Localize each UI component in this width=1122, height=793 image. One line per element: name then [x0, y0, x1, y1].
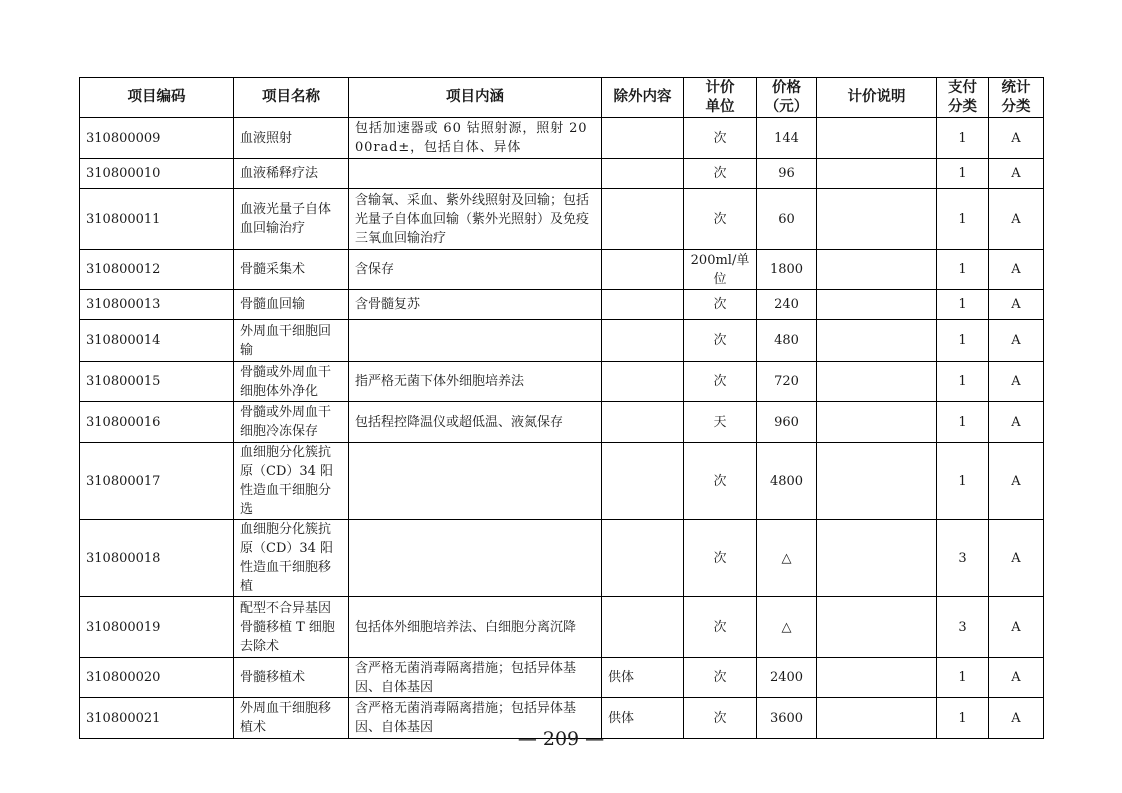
cell-code: 310800011: [80, 189, 234, 250]
cell-pay: 1: [937, 362, 989, 402]
cell-content: 含严格无菌消毒隔离措施；包括异体基因、自体基因: [349, 658, 602, 698]
table-row: [80, 520, 1044, 597]
cell-pay: 1: [937, 159, 989, 189]
cell-unit: 次: [684, 362, 757, 402]
cell-excluded: [602, 250, 684, 290]
header-price-line2: （元）: [764, 98, 809, 115]
cell-price: 960: [757, 402, 817, 443]
cell-code: 310800010: [80, 159, 234, 189]
cell-excluded: [602, 118, 684, 159]
cell-excluded: [602, 320, 684, 362]
cell-price: △: [757, 597, 817, 658]
cell-price: 240: [757, 290, 817, 320]
cell-price: 60: [757, 189, 817, 250]
table-row: [80, 250, 1044, 290]
header-price: [757, 78, 817, 118]
cell-unit: 次: [684, 290, 757, 320]
cell-note: [817, 402, 937, 443]
header-excluded: 除外内容: [602, 78, 684, 118]
table-body: [80, 118, 1044, 739]
cell-note: [817, 362, 937, 402]
cell-pay: 1: [937, 290, 989, 320]
table-row: [80, 320, 1044, 362]
cell-price: 96: [757, 159, 817, 189]
cell-pay: 1: [937, 443, 989, 520]
cell-pay: 1: [937, 189, 989, 250]
cell-name: 外周血干细胞回输: [234, 320, 349, 362]
cell-content: 含保存: [349, 250, 602, 290]
cell-content: 包括程控降温仪或超低温、液氮保存: [349, 402, 602, 443]
cell-pay: 1: [937, 658, 989, 698]
cell-excluded: 供体: [602, 658, 684, 698]
header-pay-line1: 支付: [948, 79, 977, 96]
cell-note: [817, 520, 937, 597]
header-unit: [684, 78, 757, 118]
header-unit-line1: 计价: [705, 79, 735, 96]
cell-stat: A: [989, 658, 1044, 698]
cell-unit: 次: [684, 658, 757, 698]
cell-price: 144: [757, 118, 817, 159]
cell-stat: A: [989, 189, 1044, 250]
cell-unit: 200ml/单位: [684, 250, 757, 290]
cell-note: [817, 658, 937, 698]
cell-unit: 天: [684, 402, 757, 443]
table-header: [80, 78, 1044, 118]
cell-price: 1800: [757, 250, 817, 290]
cell-stat: A: [989, 698, 1044, 739]
cell-name: 配型不合异基因骨髓移植 T 细胞去除术: [234, 597, 349, 658]
cell-note: [817, 250, 937, 290]
cell-code: 310800019: [80, 597, 234, 658]
cell-note: [817, 320, 937, 362]
cell-note: [817, 189, 937, 250]
header-pay-line2: 分类: [948, 98, 977, 115]
header-stat-line1: 统计: [1001, 79, 1031, 96]
cell-excluded: [602, 362, 684, 402]
cell-name: 外周血干细胞移植术: [234, 698, 349, 739]
cell-note: [817, 118, 937, 159]
cell-stat: A: [989, 159, 1044, 189]
cell-excluded: 供体: [602, 698, 684, 739]
cell-name: 血细胞分化簇抗原（CD）34 阳性造血干细胞移植: [234, 520, 349, 597]
cell-note: [817, 159, 937, 189]
header-row: [80, 78, 1044, 118]
table-row: [80, 443, 1044, 520]
cell-stat: A: [989, 320, 1044, 362]
cell-unit: 次: [684, 118, 757, 159]
cell-code: 310800020: [80, 658, 234, 698]
header-code: 项目编码: [80, 78, 234, 118]
cell-pay: 1: [937, 402, 989, 443]
cell-name: 血细胞分化簇抗原（CD）34 阳性造血干细胞分选: [234, 443, 349, 520]
cell-name: 骨髓或外周血干细胞冷冻保存: [234, 402, 349, 443]
cell-excluded: [602, 290, 684, 320]
cell-unit: 次: [684, 520, 757, 597]
cell-code: 310800015: [80, 362, 234, 402]
cell-stat: A: [989, 443, 1044, 520]
cell-note: [817, 290, 937, 320]
cell-code: 310800017: [80, 443, 234, 520]
table-row: [80, 290, 1044, 320]
header-name: 项目名称: [234, 78, 349, 118]
cell-content: [349, 159, 602, 189]
header-note: 计价说明: [817, 78, 937, 118]
cell-price: 4800: [757, 443, 817, 520]
table-row: [80, 658, 1044, 698]
cell-unit: 次: [684, 698, 757, 739]
cell-stat: A: [989, 520, 1044, 597]
cell-stat: A: [989, 250, 1044, 290]
cell-unit: 次: [684, 443, 757, 520]
cell-name: 骨髓移植术: [234, 658, 349, 698]
cell-excluded: [602, 159, 684, 189]
cell-price: 720: [757, 362, 817, 402]
table-row: [80, 118, 1044, 159]
table-row: [80, 597, 1044, 658]
cell-code: 310800018: [80, 520, 234, 597]
cell-price: △: [757, 520, 817, 597]
cell-excluded: [602, 597, 684, 658]
cell-pay: 3: [937, 597, 989, 658]
cell-excluded: [602, 189, 684, 250]
cell-price: 3600: [757, 698, 817, 739]
header-stat: [989, 78, 1044, 118]
cell-content: 含骨髓复苏: [349, 290, 602, 320]
cell-content: 包括加速器或 60 钴照射源，照射 2000rad±，包括自体、异体: [349, 118, 602, 159]
cell-content: 指严格无菌下体外细胞培养法: [349, 362, 602, 402]
cell-pay: 1: [937, 320, 989, 362]
cell-excluded: [602, 520, 684, 597]
cell-name: 血液稀释疗法: [234, 159, 349, 189]
cell-pay: 3: [937, 520, 989, 597]
cell-content: 含严格无菌消毒隔离措施；包括异体基因、自体基因: [349, 698, 602, 739]
page-number: — 209 —: [517, 728, 605, 750]
price-table: [79, 77, 1044, 739]
cell-pay: 1: [937, 250, 989, 290]
cell-note: [817, 443, 937, 520]
cell-name: 血液照射: [234, 118, 349, 159]
cell-note: [817, 597, 937, 658]
cell-content: 包括体外细胞培养法、白细胞分离沉降: [349, 597, 602, 658]
cell-stat: A: [989, 118, 1044, 159]
cell-unit: 次: [684, 189, 757, 250]
header-unit-line2: 单位: [705, 98, 735, 115]
cell-content: [349, 443, 602, 520]
cell-stat: A: [989, 362, 1044, 402]
table-row: [80, 362, 1044, 402]
header-price-line1: 价格: [772, 79, 801, 96]
cell-excluded: [602, 402, 684, 443]
cell-stat: A: [989, 597, 1044, 658]
cell-unit: 次: [684, 320, 757, 362]
cell-content: [349, 320, 602, 362]
cell-stat: A: [989, 402, 1044, 443]
cell-code: 310800021: [80, 698, 234, 739]
cell-excluded: [602, 443, 684, 520]
cell-content: 含输氧、采血、紫外线照射及回输；包括光量子自体血回输（紫外光照射）及免疫三氧血回输治疗: [349, 189, 602, 250]
table-row: [80, 402, 1044, 443]
cell-code: 310800013: [80, 290, 234, 320]
cell-name: 血液光量子自体血回输治疗: [234, 189, 349, 250]
cell-unit: 次: [684, 159, 757, 189]
cell-name: 骨髓血回输: [234, 290, 349, 320]
table-row: [80, 189, 1044, 250]
cell-price: 480: [757, 320, 817, 362]
cell-pay: 1: [937, 118, 989, 159]
cell-stat: A: [989, 290, 1044, 320]
cell-code: 310800012: [80, 250, 234, 290]
header-stat-line2: 分类: [1001, 98, 1031, 115]
header-content: 项目内涵: [349, 78, 602, 118]
header-pay: [937, 78, 989, 118]
cell-content: [349, 520, 602, 597]
cell-name: 骨髓采集术: [234, 250, 349, 290]
cell-pay: 1: [937, 698, 989, 739]
cell-price: 2400: [757, 658, 817, 698]
cell-code: 310800009: [80, 118, 234, 159]
cell-code: 310800016: [80, 402, 234, 443]
cell-unit: 次: [684, 597, 757, 658]
cell-code: 310800014: [80, 320, 234, 362]
table-row: [80, 159, 1044, 189]
cell-name: 骨髓或外周血干细胞体外净化: [234, 362, 349, 402]
